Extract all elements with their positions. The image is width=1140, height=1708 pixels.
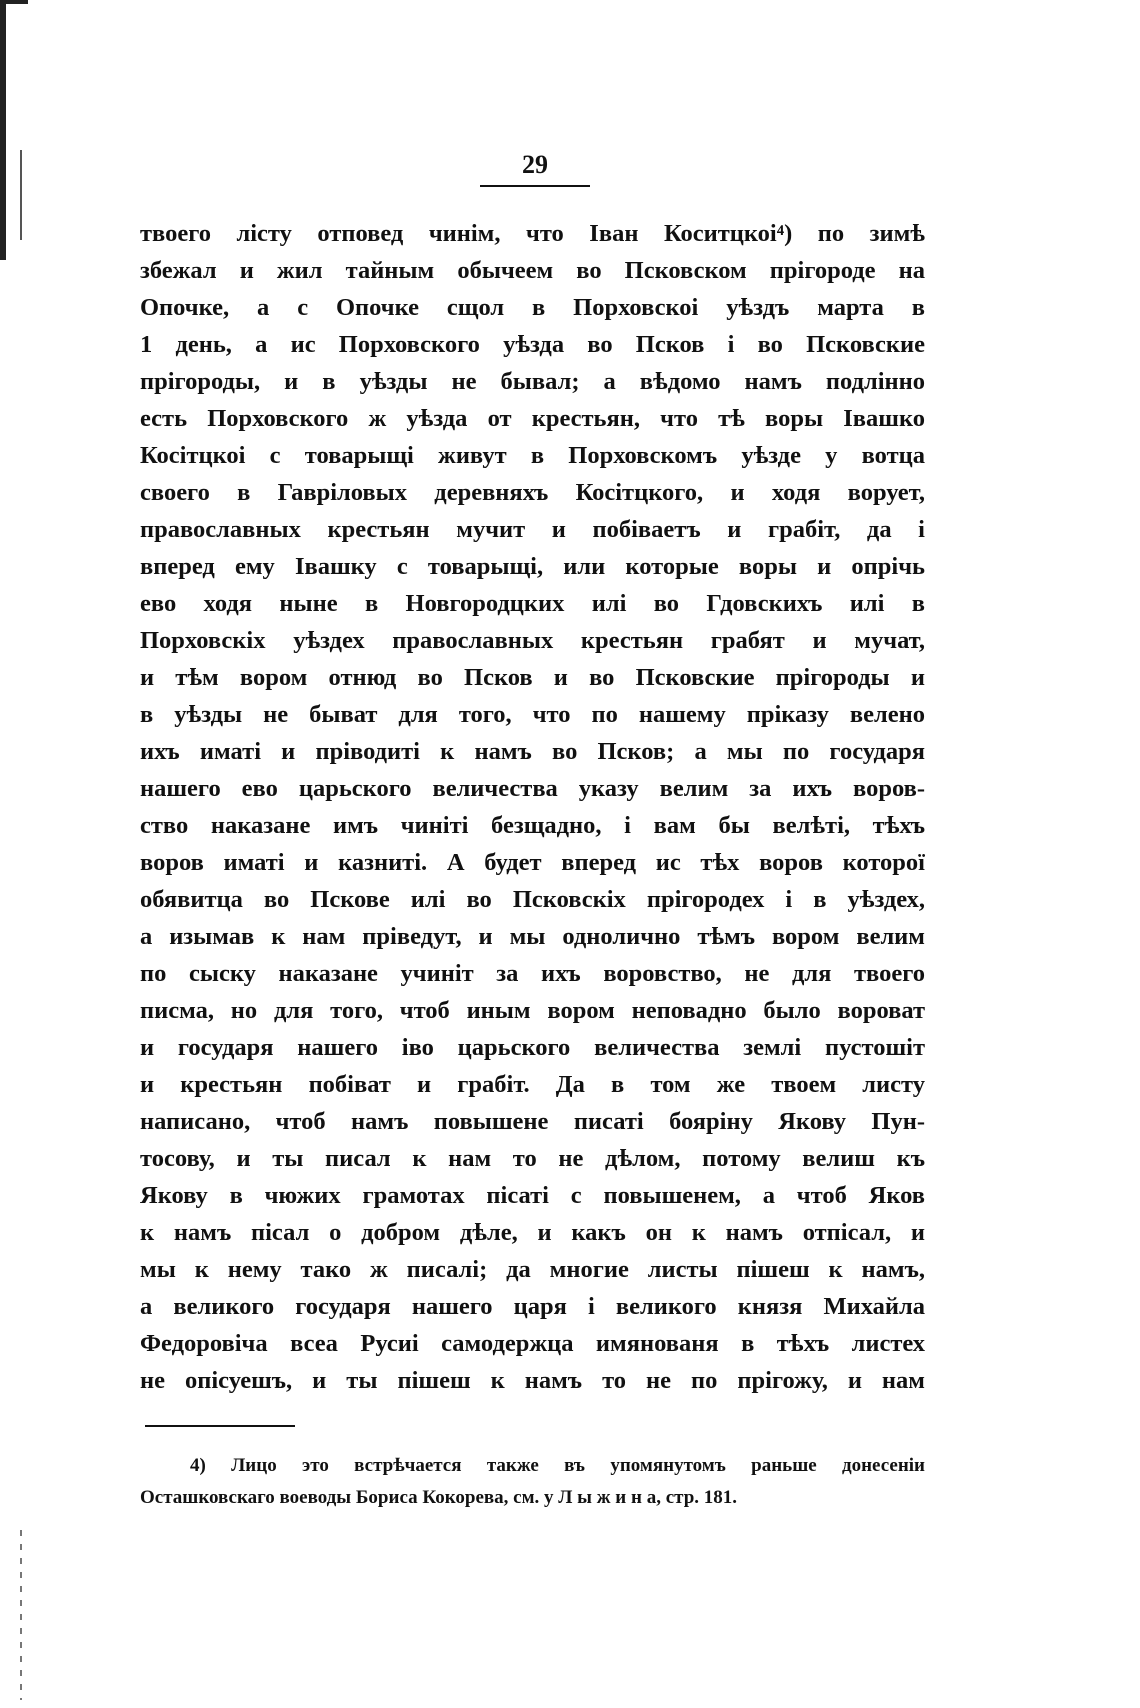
text-line: ево ходя ныне в Новгородцких илі во Гдовскихъ илі в: [140, 590, 925, 617]
text-line: тосову, и ты писал к нам то не дѣлом, потому велиш къ: [140, 1145, 925, 1172]
text-line: ихъ иматі и пріводиті к намъ во Псков; а мы по государя: [140, 738, 925, 765]
text-line: Опочке, а с Опочке сщол в Порховскоі уѣздъ марта в: [140, 294, 925, 321]
text-line: воров иматі и казниті. А будет вперед ис тѣх воров которої: [140, 849, 925, 876]
text-line: не опісуешъ, и ты пішеш к намъ то не по прігожу, и нам: [140, 1367, 925, 1394]
page-number-underline: [480, 185, 590, 187]
text-line: збежал и жил тайным обычеем во Псковском прігороде на: [140, 257, 925, 284]
scan-left-edge-mark: [0, 0, 6, 260]
text-line: Федоровіча всеа Русиі самодержца имянованя в тѣхъ листех: [140, 1330, 925, 1357]
text-line: по сыску наказане учиніт за ихъ воровство, не для твоего: [140, 960, 925, 987]
body-text: [140, 215, 925, 1399]
text-line: твоего лісту отповед чинім, что Іван Коситцкоі⁴) по зимѣ: [140, 220, 925, 247]
text-line: Косітцкоі с товарыщі живут в Порховскомъ уѣзде у вотца: [140, 442, 925, 469]
text-line: и государя нашего іво царьского величества землі пустошіт: [140, 1034, 925, 1061]
text-line: есть Порховского ж уѣзда от крестьян, что тѣ воры Івашко: [140, 405, 925, 432]
scan-edge-line: [20, 150, 22, 240]
text-line: писма, но для того, чтоб иным вором неповадно было вороват: [140, 997, 925, 1024]
footnote-separator: [145, 1425, 295, 1427]
scan-top-edge-mark: [0, 0, 28, 4]
text-line: а изымав к нам пріведут, и мы однолично тѣмъ вором велим: [140, 923, 925, 950]
text-line: Якову в чюжих грамотах пісаті с повышенем, а чтоб Яков: [140, 1182, 925, 1209]
text-line: к намъ пісал о добром дѣле, и какъ он к намъ отпісал, и: [140, 1219, 925, 1246]
text-line: 1 день, а ис Порховского уѣзда во Псков і во Псковские: [140, 331, 925, 358]
text-line: своего в Гавріловых деревняхъ Косітцкого, и ходя ворует,: [140, 479, 925, 506]
scan-edge-dots: [20, 1530, 22, 1700]
footnote: [140, 1450, 925, 1514]
footnote-line: Осташковскаго воеводы Бориса Кокорева, см. у Л ы ж и н а, стр. 181.: [140, 1487, 738, 1508]
text-line: в уѣзды не быват для того, что по нашему пріказу велено: [140, 701, 925, 728]
text-line: православных крестьян мучит и побіваетъ и грабіт, да і: [140, 516, 925, 543]
text-line: и крестьян побіват и грабіт. Да в том же твоем листу: [140, 1071, 925, 1098]
text-line: написано, чтоб намъ повышене писаті бояріну Якову Пун-: [140, 1108, 925, 1135]
text-line: Порховскіх уѣздех православных крестьян грабят и мучат,: [140, 627, 925, 654]
text-line: ство наказане имъ чиніті безщадно, і вам бы велѣті, тѣхъ: [140, 812, 925, 839]
text-line: и тѣм вором отнюд во Псков и во Псковские прігороды и: [140, 664, 925, 691]
page-number: 29: [522, 150, 548, 179]
text-line: обявитца во Пскове илі во Псковскіх прігородех і в уѣздех,: [140, 886, 925, 913]
text-line: вперед ему Івашку с товарыщі, или которые воры и опрічь: [140, 553, 925, 580]
text-line: мы к нему тако ж писалі; да многие листы пішеш к намъ,: [140, 1256, 925, 1283]
footnote-line: 4) Лицо это встрѣчается также въ упомянутомъ раньше донесеніи: [190, 1455, 925, 1476]
text-line: а великого государя нашего царя і великого князя Михайла: [140, 1293, 925, 1320]
text-line: нашего ево царьского величества указу велим за ихъ воров-: [140, 775, 925, 802]
text-line: прігороды, и в уѣзды не бывал; а вѣдомо намъ подлінно: [140, 368, 925, 395]
